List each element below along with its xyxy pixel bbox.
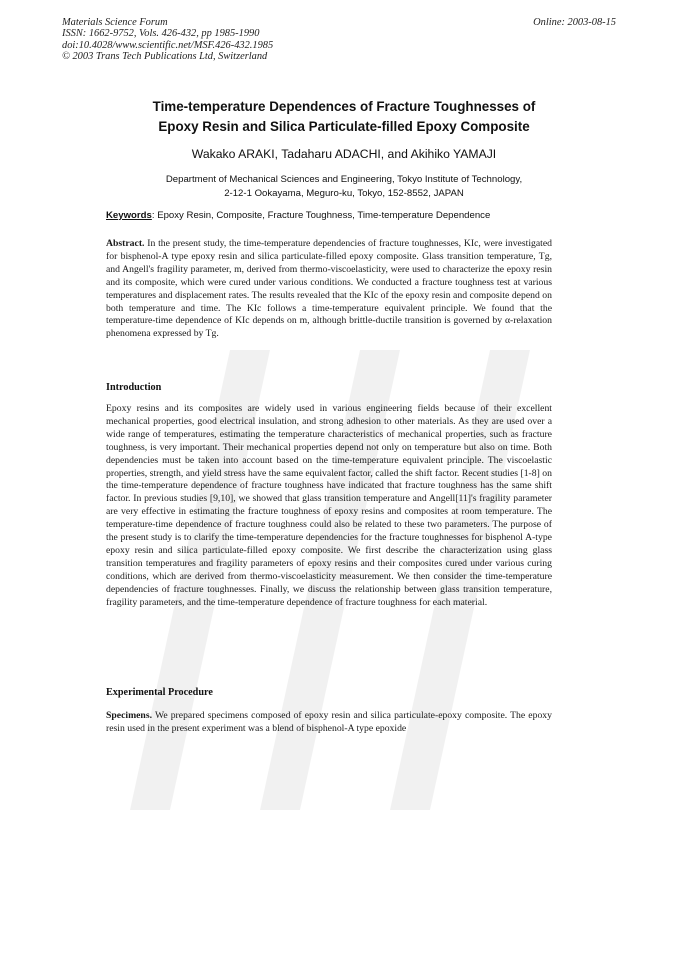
section-heading-experimental: Experimental Procedure xyxy=(106,687,213,698)
specimens-paragraph xyxy=(106,710,552,736)
paper-title xyxy=(60,97,628,137)
journal-header xyxy=(62,17,273,63)
section-heading-introduction: Introduction xyxy=(106,382,162,393)
issn-line: ISSN: 1662-9752, Vols. 426-432, pp 1985-1990 xyxy=(62,28,260,40)
abstract-text: In the present study, the time-temperature dependencies of fracture toughnesses, KIc, were investigated for bisphenol-A type epoxy resin and silica particulate-filled epoxy composite. Glass transition temperature, Tg, and Angell's fragility parameter, m, derived from thermo-viscoelasticity, were used to characterize the epoxy resin and its composite, which were cured under various conditions. We conducted a fracture toughness test at various temperatures and displacement rates. The results revealed that the KIc of the epoxy resin and composite depend on both temperature and time. The KIc follows a time-temperature equivalent principle. We found that the temperature-time dependence of KIc depends on m, although brittle-ductile transition is governed by α-relaxation phenomena expressed by Tg. xyxy=(106,238,552,340)
affiliation-line-2: 2-12-1 Ookayama, Meguro-ku, Tokyo, 152-8552, JAPAN xyxy=(224,188,464,199)
affiliation-line-1: Department of Mechanical Sciences and Engineering, Tokyo Institute of Technology, xyxy=(165,174,523,185)
author-list: Wakako ARAKI, Tadaharu ADACHI, and Akihiko YAMAJI xyxy=(191,147,497,161)
affiliation xyxy=(60,173,628,201)
specimens-label: Specimens. xyxy=(106,710,153,721)
keywords-text: : Epoxy Resin, Composite, Fracture Toughness, Time-temperature Dependence xyxy=(151,210,491,221)
title-line-1: Time-temperature Dependences of Fracture Toughnesses of xyxy=(152,99,536,114)
title-line-2: Epoxy Resin and Silica Particulate-filled Epoxy Composite xyxy=(158,119,530,134)
keywords-label: Keywords xyxy=(106,210,152,221)
abstract-label: Abstract. xyxy=(106,238,145,249)
doi-line: doi:10.4028/www.scientific.net/MSF.426-432.1985 xyxy=(62,39,274,51)
copyright-line: © 2003 Trans Tech Publications Ltd, Switzerland xyxy=(62,51,268,63)
keywords xyxy=(106,209,576,222)
journal-name: Materials Science Forum xyxy=(62,17,168,28)
specimens-text: We prepared specimens composed of epoxy resin and silica particulate-epoxy composite. The epoxy resin used in the present experiment was a blend of bisphenol-A type epoxide xyxy=(106,710,552,734)
online-date: Online: 2003-08-15 xyxy=(533,17,616,28)
introduction-paragraph: Epoxy resins and its composites are widely used in various engineering fields because of their excellent mechanical properties, good electrical insulation, and strong adhesion to other materials. As they are used over a wide range of temperatures, estimating the temperature characteristics of mechanical properties, such as fracture toughness, is very important. Their mechanical properties depend not only on temperature but also on time. Both dependencies must be taken into account based on the time-temperature equivalent principle. The viscoelastic properties, strength, and yield stress have the same equivalent factor, called the shift factor. Recent studies [1-8] on the time-temperature dependence of fracture toughness have indicated that fracture toughness has the same shift factor. In previous studies [9,10], we showed that glass transition temperature and Angell[11]'s fragility parameter are very effective in estimating the fracture toughness of epoxy resins and composites at room temperature. The temperature-time dependence of fracture toughness could also be related to these two parameters. The purpose of the present study is to clarify the time-temperature dependencies for the fracture toughnesses for bisphenol A-type epoxy resin and silica particulate-filled epoxy composite. We first describe the characterization using glass transition temperatures and fragility parameters of epoxy resins and their composites cured under various curing conditions, which are derived from thermo-viscoelasticity measurement. We then consider the time-temperature dependencies of fracture toughnesses. Finally, we discuss the relationship between glass transition temperature, fragility parameters, and the time-temperature dependence of fracture toughness for each material. xyxy=(106,403,552,608)
abstract-paragraph xyxy=(106,238,552,341)
